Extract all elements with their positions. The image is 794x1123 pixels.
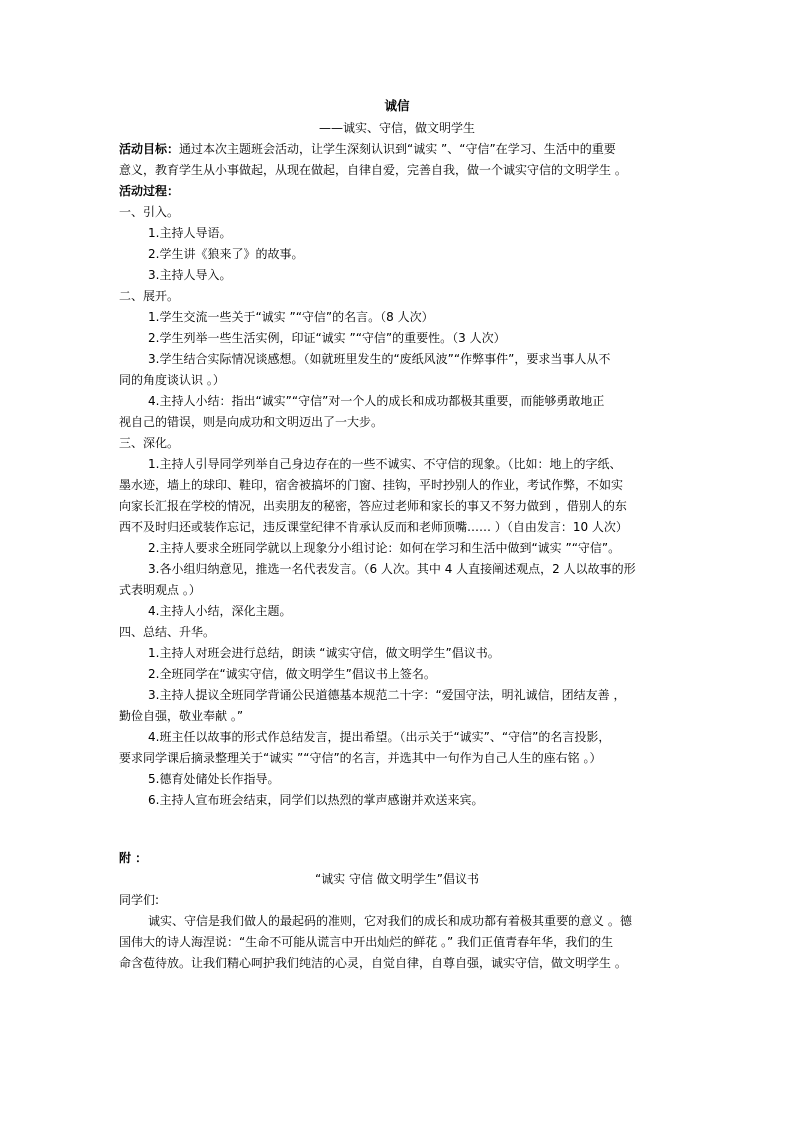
section-2-line-1: 1.学生交流一些关于“诚实 ”“守信”的名言。（8 人次） <box>148 310 434 324</box>
section-3-line-8: 4.主持人小结，深化主题。 <box>148 604 292 618</box>
section-4-line-3: 3.主持人提议全班同学背诵公民道德基本规范二十字：“爱国守法，明礼诚信，团结友善 ， <box>148 688 626 702</box>
section-2-line-6: 视自己的错误，则是向成功和文明迈出了一大步。 <box>119 415 384 429</box>
section-3-line-5: 2.主持人要求全班同学就以上现象分小组讨论：如何在学习和生活中做到“诚实 ”“守信”。 <box>148 541 621 555</box>
section-3-line-4: 西不及时归还或装作忘记，违反课堂纪律不肯承认反而和老师顶嘴…… ）（自由发言：10 人次） <box>119 520 628 534</box>
section-4-line-5: 4.班主任以故事的形式作总结发言，提出希望。（出示关于“诚实”、“守信”的名言投影， <box>148 730 611 744</box>
objective-line-1 <box>119 139 616 159</box>
section-1-line-3: 3.主持人导入。 <box>148 268 232 282</box>
section-4-line-1: 1.主持人对班会进行总结，朗读 “诚实守信，做文明学生”倡议书。 <box>148 646 500 660</box>
section-3-line-6: 3.各小组归纳意见，推选一名代表发言。（6 人次。其中 4 人直接阐述观点，2 人以故事的形 <box>148 562 636 576</box>
appendix-label: 附 ： <box>119 851 148 865</box>
section-3-line-2: 墨水迹，墙上的球印、鞋印，宿舍被搞坏的门窗、挂钩，平时抄别人的作业，考试作弊，不如实 <box>119 478 624 492</box>
section-2-line-2: 2.学生列举一些生活实例，印证“诚实 ”“守信”的重要性。（3 人次） <box>148 331 506 345</box>
section-4-line-7: 5.德育处储处长作指导。 <box>148 772 280 786</box>
objective-label: 活动目标： <box>119 142 180 156</box>
section-heading-3: 三、深化。 <box>119 436 180 450</box>
process-label: 活动过程： <box>119 184 180 198</box>
section-3-line-1: 1.主持人引导同学列举自己身边存在的一些不诚实、不守信的现象。（比如：地上的字纸、 <box>148 457 622 471</box>
document-title: 诚信 <box>384 98 410 113</box>
appendix-line-3: 命含苞待放。让我们精心呵护我们纯洁的心灵，自觉自律，自尊自强，诚实守信，做文明学生 。 <box>119 956 627 970</box>
section-4-line-4: 勤俭自强，敬业奉献 。” <box>119 709 244 723</box>
section-4-line-8: 6.主持人宣布班会结束，同学们以热烈的掌声感谢并欢送来宾。 <box>148 793 484 807</box>
appendix-title: “诚实 守信 做文明学生”倡议书 <box>314 872 480 886</box>
section-2-line-3: 3.学生结合实际情况谈感想。（如就班里发生的“废纸风波”“作弊事件”，要求当事人从不 <box>148 352 611 366</box>
section-4-line-6: 要求同学课后摘录整理关于“诚实 ”“守信”的名言，并选其中一句作为自己人生的座右铭 。） <box>119 751 602 765</box>
section-3-line-7: 式表明观点 。） <box>119 583 201 597</box>
section-1-line-2: 2.学生讲《狼来了》的故事。 <box>148 247 304 261</box>
section-3-line-3: 向家长汇报在学校的情况，出卖朋友的秘密，答应过老师和家长的事又不努力做到 ，借别人的东 <box>119 499 627 513</box>
objective-line-2: 意义，教育学生从小事做起，从现在做起，自律自爱，完善自我，做一个诚实守信的文明学生 。 <box>119 163 627 177</box>
section-heading-2: 二、展开。 <box>119 289 180 303</box>
document-subtitle: ——诚实、守信，做文明学生 <box>318 121 475 135</box>
objective-text-1: 通过本次主题班会活动，让学生深刻认识到“诚实 ”、“守信”在学习、生活中的重要 <box>179 142 616 156</box>
appendix-salutation: 同学们: <box>119 893 160 907</box>
appendix-line-1: 诚实、守信是我们做人的最起码的准则，它对我们的成长和成功都有着极其重要的意义 。德 <box>148 914 632 928</box>
section-2-line-4: 同的角度谈认识 。） <box>119 373 225 387</box>
section-heading-4: 四、总结、升华。 <box>119 625 216 639</box>
section-2-line-5: 4.主持人小结：指出“诚实”“守信”对一个人的成长和成功都极其重要，而能够勇敢地正 <box>148 394 605 408</box>
appendix-line-2: 国伟大的诗人海涅说：“生命不可能从谎言中开出灿烂的鲜花 。” 我们正值青春年华，我们的生 <box>119 935 614 949</box>
section-1-line-1: 1.主持人导语。 <box>148 226 232 240</box>
section-4-line-2: 2.全班同学在“诚实守信，做文明学生”倡议书上签名。 <box>148 667 436 681</box>
section-heading-1: 一、引入。 <box>119 205 180 219</box>
